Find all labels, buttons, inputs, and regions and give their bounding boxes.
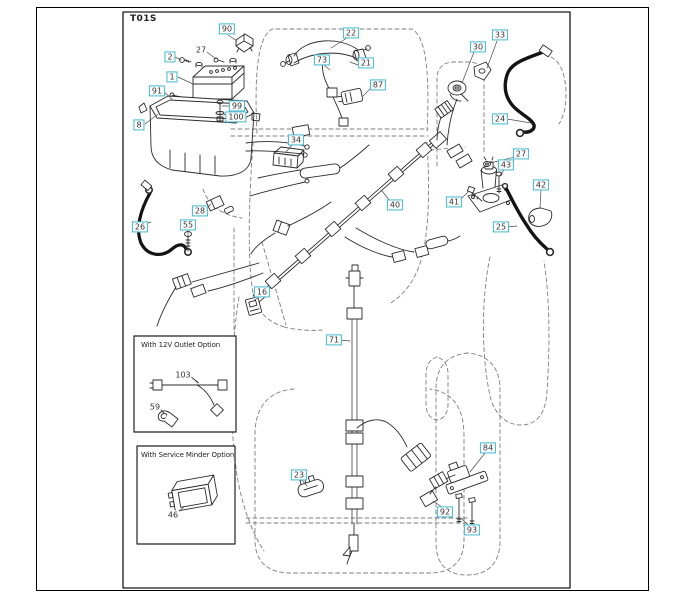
part-label-55[interactable]: 55 <box>180 219 196 230</box>
part-label-34[interactable]: 34 <box>288 134 304 145</box>
part-label-40[interactable]: 40 <box>387 199 403 210</box>
part-label-21[interactable]: 21 <box>358 57 374 68</box>
part-label-43[interactable]: 43 <box>498 159 514 170</box>
ground-cable-26-drawing <box>139 180 234 255</box>
seat-switch-assembly-drawing <box>420 454 488 525</box>
part-label-87[interactable]: 87 <box>370 79 386 90</box>
part-label-99[interactable]: 99 <box>229 100 245 111</box>
part-label-41[interactable]: 41 <box>446 196 462 207</box>
part-label-93[interactable]: 93 <box>464 524 480 535</box>
vertical-harness-71-drawing <box>343 265 431 564</box>
part-label-91[interactable]: 91 <box>149 85 165 96</box>
outlet-option-box-drawing <box>134 336 236 432</box>
part-label-24[interactable]: 24 <box>492 113 508 124</box>
service-minder-option-box-drawing <box>137 446 235 544</box>
part-label-30[interactable]: 30 <box>470 41 486 52</box>
part-label-27: 27 <box>195 45 207 55</box>
part-label-71[interactable]: 71 <box>326 334 342 345</box>
option-box-12v-title: With 12V Outlet Option <box>141 341 221 349</box>
part-label-26[interactable]: 26 <box>132 221 148 232</box>
part-label-1[interactable]: 1 <box>166 71 177 82</box>
solenoid-assembly-drawing <box>467 157 553 255</box>
part-label-8[interactable]: 8 <box>133 119 144 130</box>
part-label-22[interactable]: 22 <box>343 27 359 38</box>
part-label-73[interactable]: 73 <box>314 54 330 65</box>
option-box-service-minder-title: With Service Minder Option <box>141 451 235 459</box>
diagram-code: T01S <box>130 14 157 24</box>
part-label-42[interactable]: 42 <box>533 179 549 190</box>
part-label-59: 59 <box>149 402 161 412</box>
relay-34-drawing <box>273 125 310 168</box>
part-label-33[interactable]: 33 <box>492 29 508 40</box>
part-label-23[interactable]: 23 <box>291 469 307 480</box>
part-label-46: 46 <box>167 510 179 520</box>
part-label-90[interactable]: 90 <box>219 23 235 34</box>
part-label-100[interactable]: 100 <box>225 111 246 122</box>
part-label-84[interactable]: 84 <box>480 442 496 453</box>
part-label-25[interactable]: 25 <box>493 221 509 232</box>
part-label-103: 103 <box>175 370 191 380</box>
part-label-92[interactable]: 92 <box>437 506 453 517</box>
part-label-28[interactable]: 28 <box>192 205 208 216</box>
part-label-2[interactable]: 2 <box>164 51 175 62</box>
part-label-16[interactable]: 16 <box>254 286 270 297</box>
part-label-27[interactable]: 27 <box>513 148 529 159</box>
